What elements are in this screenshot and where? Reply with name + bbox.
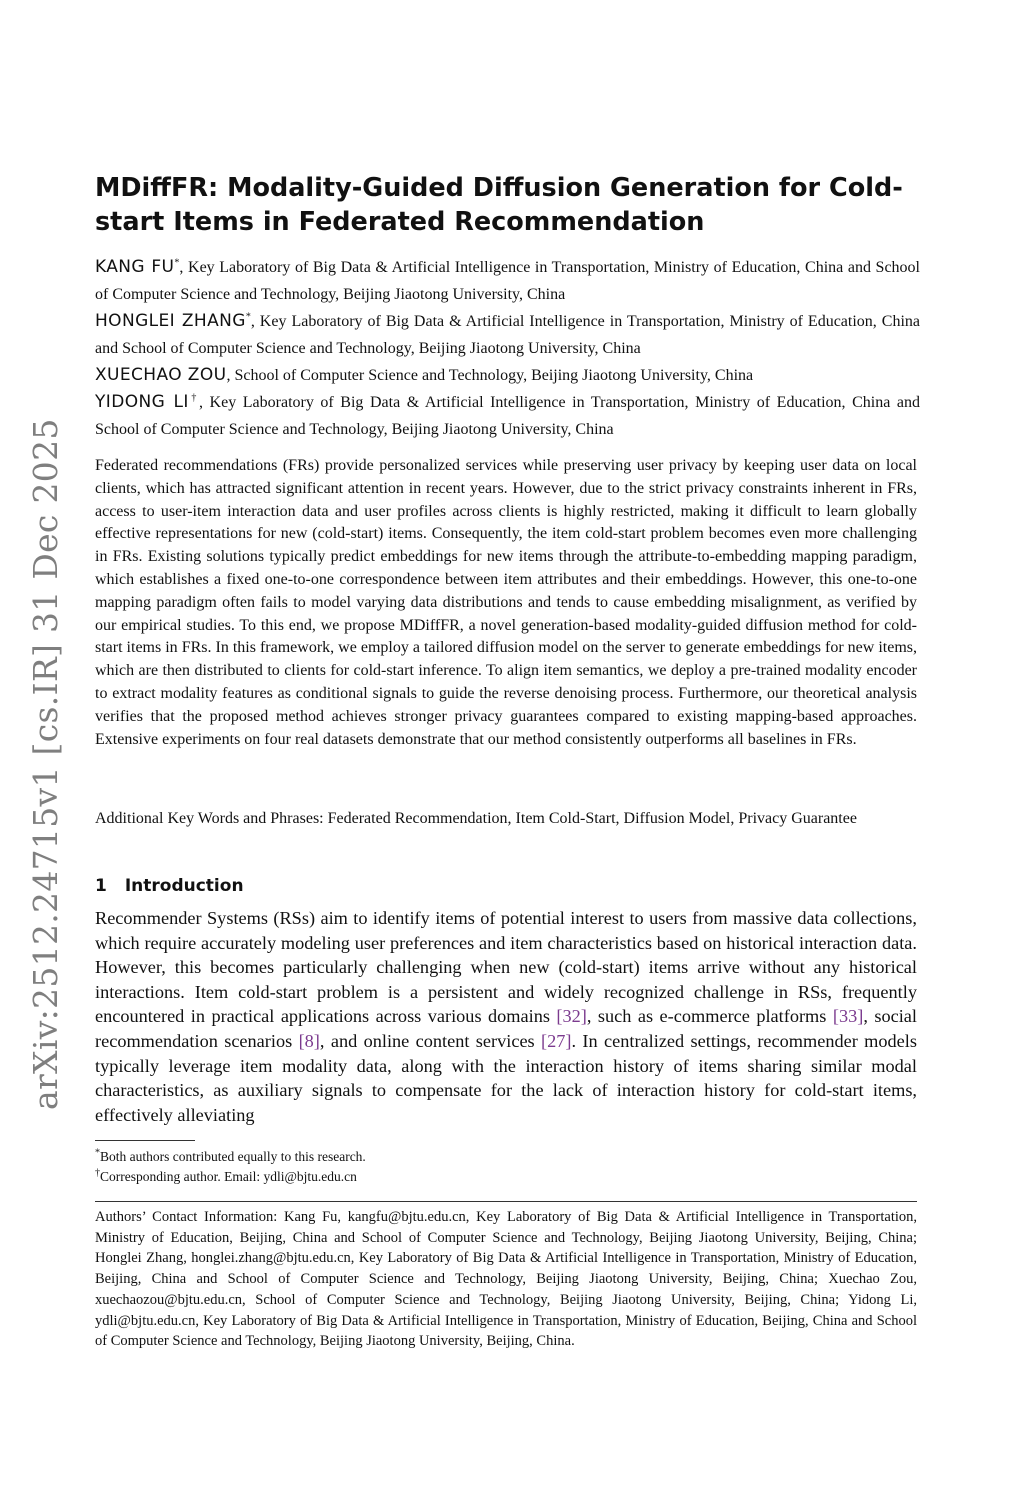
footnote xyxy=(95,1167,357,1187)
author-entry xyxy=(95,308,920,362)
author-contact-info: Authors’ Contact Information: Kang Fu, kangfu@bjtu.edu.cn, Key Laboratory of Big Data & Artificial Intelligence in Transportation, Ministry of Education, Beijing, China and School of Computer Science and Technology, Beijing Jiaotong University, Beijing, China; Honglei Zhang, honglei.zhang@bjtu.edu.cn, Key Laboratory of Big Data & Artificial Intelligence in Transportation, Ministry of Education, Beijing, China and School of Computer Science and Technology, Beijing Jiaotong University, Beijing, China; Xuechao Zou, xuechaozou@bjtu.edu.cn, School of Computer Science and Technology, Beijing Jiaotong University, Beijing, China; Yidong Li, ydli@bjtu.edu.cn, Key Laboratory of Big Data & Artificial Intelligence in Transportation, Ministry of Education, Beijing, China and School of Computer Science and Technology, Beijing Jiaotong University, Beijing, China. xyxy=(95,1209,917,1350)
author-mark: * xyxy=(174,257,180,269)
author-name: YIDONG LI xyxy=(95,392,189,412)
footnote-text: Both authors contributed equally to this research. xyxy=(100,1149,366,1164)
author-name: XUECHAO ZOU xyxy=(95,365,227,385)
intro-text: , and online content services xyxy=(319,1030,542,1051)
author-mark: † xyxy=(188,392,199,404)
contact-divider xyxy=(95,1201,917,1202)
author-affiliation: , Key Laboratory of Big Data & Artificial Intelligence in Transportation, Ministry of Education, China and School of Computer Science and Technology, Beijing Jiaotong University, China xyxy=(95,394,921,438)
footnote-divider xyxy=(95,1140,195,1141)
footnote-text: Corresponding author. Email: ydli@bjtu.edu.cn xyxy=(100,1169,357,1184)
intro-paragraph xyxy=(95,906,917,1127)
author-entry xyxy=(95,362,920,389)
author-affiliation: , Key Laboratory of Big Data & Artificial Intelligence in Transportation, Ministry of Education, China and School of Computer Science and Technology, Beijing Jiaotong University, China xyxy=(95,313,921,357)
author-entry xyxy=(95,254,920,308)
citation-link[interactable]: [33] xyxy=(832,1006,864,1027)
section-heading xyxy=(95,876,244,896)
section-number: 1 xyxy=(95,876,107,896)
footnote-mark: † xyxy=(95,1167,100,1179)
intro-text: . In centralized settings, recommender models typically leverage item modality data, along with the interaction history of items sharing similar modal characteristics, as auxiliary signals to compensate for the lack of interaction history for cold-start items, effectively alleviating xyxy=(95,1030,917,1125)
author-entry xyxy=(95,389,920,443)
citation-link[interactable]: [27] xyxy=(541,1030,572,1051)
intro-text: , such as e-commerce platforms xyxy=(586,1006,833,1027)
intro-text: Recommender Systems (RSs) aim to identify items of potential interest to users from massive data collections, which require accurately modeling user preferences and item characteristics based on historical interaction data. However, this becomes particularly challenging when new (cold-start) items arrive without any historical interactions. Item cold-start problem is a persistent and widely recognized challenge in RSs, frequently encountered in practical applications across various domains xyxy=(95,908,917,1027)
intro-text: , social recommendation scenarios xyxy=(95,1006,917,1051)
footnote-mark: * xyxy=(95,1147,100,1159)
author-name: KANG FU xyxy=(95,257,175,277)
author-mark: * xyxy=(245,311,251,323)
section-title: Introduction xyxy=(124,876,244,896)
footnote xyxy=(95,1147,366,1167)
citation-link[interactable]: [32] xyxy=(556,1006,587,1027)
abstract: Federated recommendations (FRs) provide personalized services while preserving user privacy by keeping user data on local clients, which has attracted significant attention in recent years. However, due to the strict privacy constraints inherent in FRs, access to user-item interaction data and user profiles across clients is highly restricted, making it difficult to learn globally effective representations for new (cold-start) items. Consequently, the item cold-start problem becomes even more challenging in FRs. Existing solutions typically predict embeddings for new items through the attribute-to-embedding mapping paradigm, which establishes a fixed one-to-one correspondence between item attributes and their embeddings. However, this one-to-one mapping paradigm often fails to model varying data distributions and tends to cause embedding misalignment, as verified by our empirical studies. To this end, we propose MDiffFR, a novel generation-based modality-guided diffusion method for cold-start items in FRs. In this framework, we employ a tailored diffusion model on the server to generate embeddings for new items, which are then distributed to clients for cold-start inference. To align item semantics, we deploy a pre-trained modality encoder to extract modality features as conditional signals to guide the reverse denoising process. Furthermore, our theoretical analysis verifies that the proposed method achieves stronger privacy guarantees compared to existing mapping-based approaches. Extensive experiments on four real datasets demonstrate that our method consistently outperforms all baselines in FRs. xyxy=(95,457,917,748)
author-name: HONGLEI ZHANG xyxy=(95,311,246,331)
author-affiliation: , School of Computer Science and Technology, Beijing Jiaotong University, China xyxy=(226,367,754,384)
keywords: Additional Key Words and Phrases: Federated Recommendation, Item Cold-Start, Diffusion Model, Privacy Guarantee xyxy=(95,810,857,827)
arxiv-identifier: arXiv:2512.24715v1 [cs.IR] 31 Dec 2025 xyxy=(26,418,65,1110)
citation-link[interactable]: [8] xyxy=(298,1030,320,1051)
author-affiliation: , Key Laboratory of Big Data & Artificial Intelligence in Transportation, Ministry of Education, China and School of Computer Science and Technology, Beijing Jiaotong University, China xyxy=(95,259,921,303)
paper-title: MDiffFR: Modality-Guided Diffusion Generation for Cold-start Items in Federated Recommendation xyxy=(95,173,903,237)
